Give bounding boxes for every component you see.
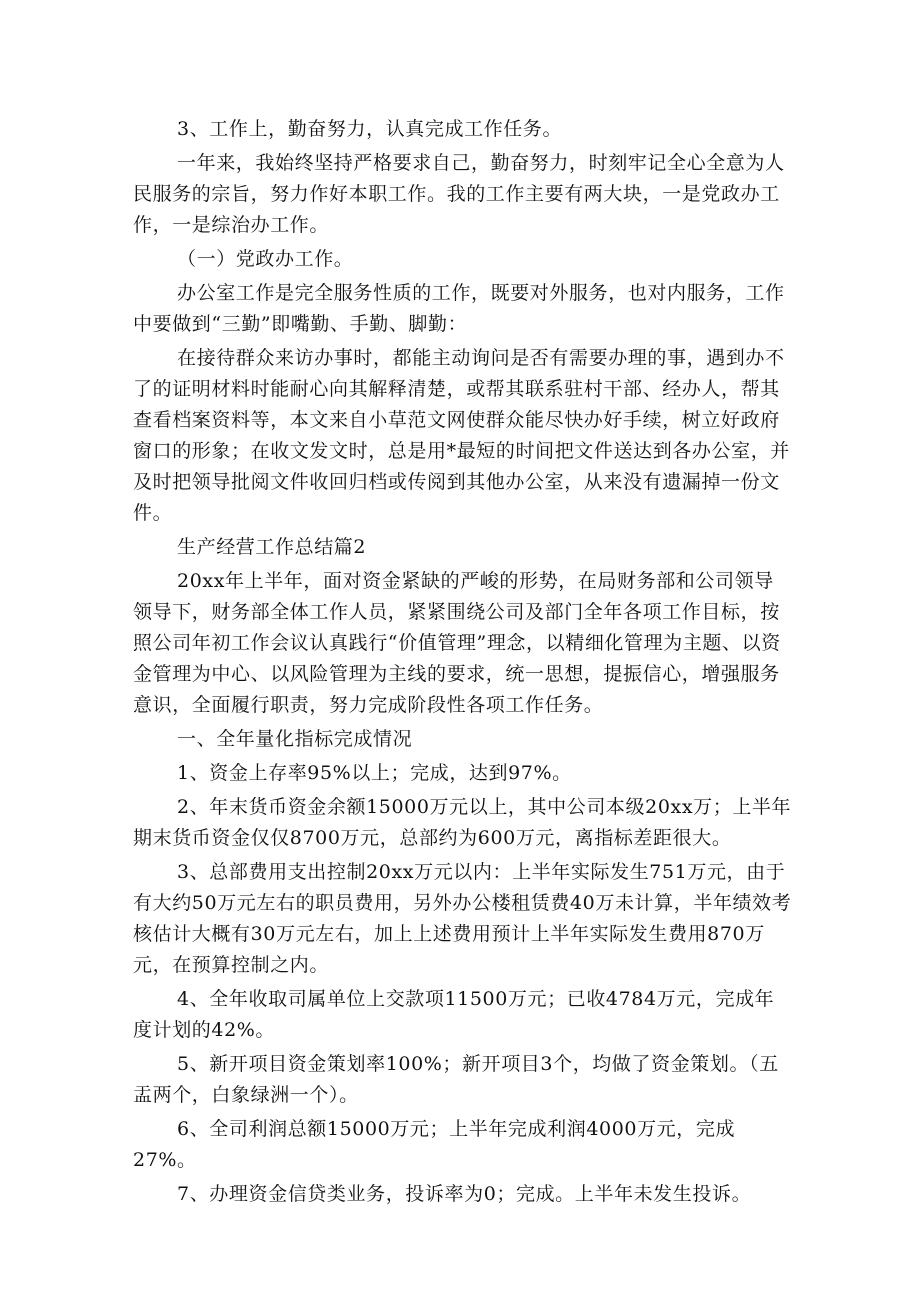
- paragraph-item-3: 3、总部费用支出控制20xx万元以内：上半年实际发生751万元，由于有大约50万元左右的职员费用，另外办公楼租赁费40万未计算，半年绩效考核估计大概有30万元左右，加上上述费用预计上半年实际发生费用870万元，在预算控制之内。: [133, 861, 792, 976]
- paragraph-work-attitude: 3、工作上，勤奋努力，认真完成工作任务。: [177, 118, 563, 140]
- paragraph-section-party-office: （一）党政办工作。: [177, 248, 354, 270]
- paragraph-item-4: 4、全年收取司属单位上交款项11500万元；已收4784万元，完成年度计划的42%。: [133, 988, 775, 1041]
- paragraph-item-6: 6、全司利润总额15000万元；上半年完成利润4000万元，完成: [177, 1118, 736, 1140]
- paragraph-item-5: 5、新开项目资金策划率100%；新开项目3个，均做了资金策划。（五盂两个，白象绿洲一个）。: [133, 1053, 779, 1106]
- paragraph-half-year-intro: 20xx年上半年，面对资金紧缺的严峻的形势，在局财务部和公司领导领导下，财务部全体工作人员，紧紧围绕公司及部门全年各项工作目标，按照公司年初工作会议认真践行“价值管理”理念，以精细化管理为主题、以资金管理为中心、以风险管理为主线的要求，统一思想，提振信心，增强服务意识，全面履行职责，努力完成阶段性各项工作任务。: [133, 570, 781, 716]
- paragraph-item-2: 2、年末货币资金余额15000万元以上，其中公司本级20xx万；上半年期末货币资金仅仅8700万元，总部约为600万元，离指标差距很大。: [133, 796, 792, 849]
- paragraph-year-summary: 一年来，我始终坚持严格要求自己，勤奋努力，时刻牢记全心全意为人民服务的宗旨，努力作好本职工作。我的工作主要有两大块，一是党政办工作，一是综治办工作。: [133, 152, 785, 236]
- paragraph-item-1: 1、资金上存率95%以上；完成，达到97%。: [177, 762, 572, 784]
- document-body: [133, 114, 793, 1213]
- paragraph-reception: 在接待群众来访办事时，都能主动询问是否有需要办理的事，遇到办不了的证明材料时能耐心向其解释清楚，或帮其联系驻村干部、经办人，帮其查看档案资料等，本文来自小草范文网使群众能尽快办好手续，树立好政府窗口的形象；在收文发文时，总是用*最短的时间把文件送达到各办公室，并及时把领导批阅文件收回归档或传阅到其他办公室，从来没有遗漏掉一份文件。: [133, 347, 790, 524]
- paragraph-office-service: 办公室工作是完全服务性质的工作，既要对外服务，也对内服务，工作中要做到“三勤”即嘴勤、手勤、脚勤：: [133, 282, 785, 335]
- paragraph-item-7: 7、办理资金信贷类业务，投诉率为0；完成。上半年未发生投诉。: [177, 1183, 752, 1205]
- paragraph-subtitle-part2: 生产经营工作总结篇2: [177, 536, 367, 558]
- paragraph-section-indicators: 一、全年量化指标完成情况: [177, 728, 413, 750]
- paragraph-item-6-continued: 27%。: [133, 1149, 197, 1171]
